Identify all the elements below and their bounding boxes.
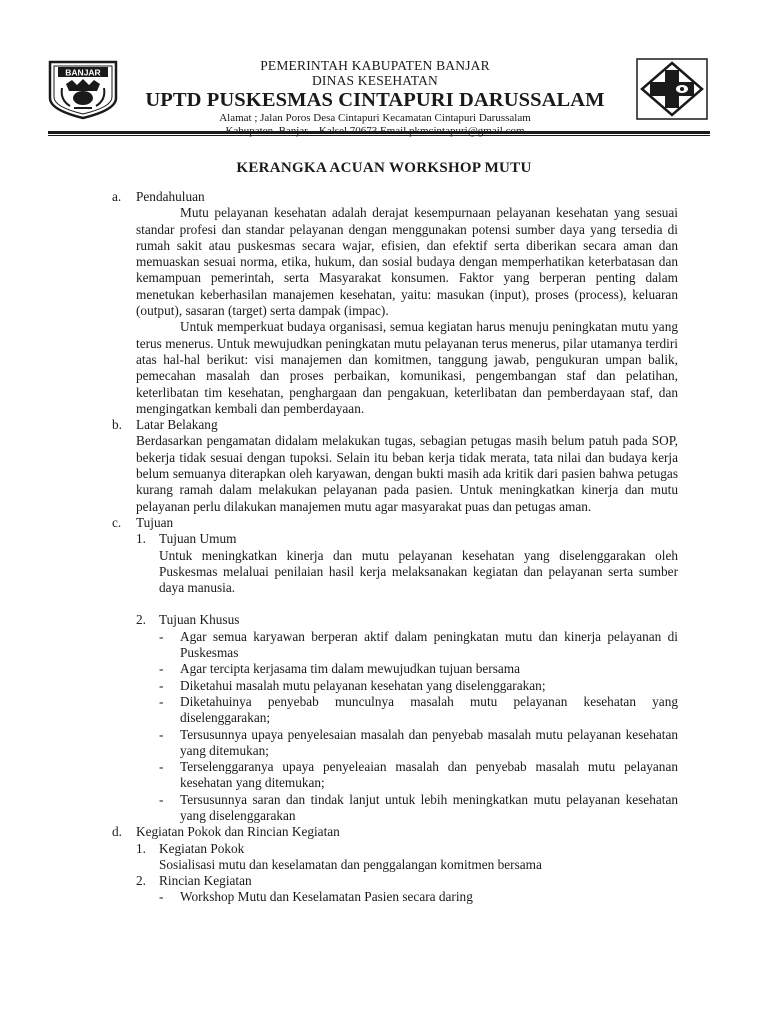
subsection-marker: 2. — [136, 873, 146, 889]
section-marker: a. — [112, 189, 122, 204]
section-heading: Latar Belakang — [136, 417, 218, 433]
banjar-regency-emblem-icon — [46, 58, 120, 120]
paragraph: Untuk memperkuat budaya organisasi, semua kegiatan harus menuju peningkatan mutu yang terus menerus. Untuk mewujudkan peningkatan mutu pelayanan terus menerus, pilar utamanya terdiri atas hal-hal berikut: visi manajemen dan komitmen, tanggung jawab, pengukuran umpan balik, pemecahan masalah dan proses perbaikan, komunikasi, pengembangan staf dan pelatihan, keterlibatan tim kesehatan, penghargaan dan pengakuan, keterlibatan dan pemberdayaan staf, dan mengingatkan kembali dan pemberdayaan. — [136, 319, 678, 416]
subsection-kegiatan-pokok — [112, 841, 678, 874]
list-item: - Terselenggaranya upaya penyeleaian masalah dan penyebab masalah mutu pelayanan kesehatan yang ditemukan; — [180, 759, 678, 792]
subsection-tujuan-khusus — [112, 612, 678, 628]
section-pendahuluan — [112, 189, 678, 417]
paragraph: Untuk meningkatkan kinerja dan mutu pelayanan kesehatan yang diselenggarakan oleh Puskesmas melaluai penilaian hasil kerja melaksanakan kegiatan dan pelayanan serta sumber daya manusia. — [159, 547, 678, 596]
letterhead-rule-thin — [48, 135, 710, 136]
section-latar-belakang — [112, 417, 678, 515]
address-line-1: Alamat ; Jalan Poros Desa Cintapuri Kecamatan Cintapuri Darussalam — [219, 112, 531, 124]
list-item: - Workshop Mutu dan Keselamatan Pasien secara daring — [180, 889, 678, 905]
subsection-marker: 1. — [136, 531, 146, 547]
section-heading: Pendahuluan — [136, 189, 205, 204]
subsection-heading: Tujuan Umum — [159, 531, 237, 547]
letterhead — [0, 0, 768, 150]
subsection-heading: Tujuan Khusus — [159, 612, 240, 628]
paragraph: Sosialisasi mutu dan keselamatan dan penggalangan komitmen bersama — [159, 856, 542, 872]
letterhead-text — [130, 58, 620, 138]
svg-text:BANJAR: BANJAR — [65, 67, 101, 78]
spacer — [112, 596, 678, 612]
letterhead-rule-thick — [48, 131, 710, 134]
rincian-kegiatan-list — [112, 889, 678, 905]
subsection-heading: Rincian Kegiatan — [159, 873, 252, 889]
section-marker: b. — [112, 417, 122, 433]
document-body — [112, 189, 678, 906]
list-item: - Diketahuinya penyebab munculnya masalah mutu pelayanan kesehatan yang diselenggarakan; — [180, 694, 678, 727]
subsection-marker: 1. — [136, 840, 146, 856]
subsection-rincian-kegiatan — [112, 873, 678, 889]
tujuan-khusus-list — [112, 629, 678, 825]
puskesmas-cross-logo-icon — [636, 58, 708, 120]
list-item: - Agar semua karyawan berperan aktif dalam peningkatan mutu dan kinerja pelayanan di Puskesmas — [180, 629, 678, 662]
paragraph: Berdasarkan pengamatan didalam melakukan tugas, sebagian petugas masih belum patuh pada SOP, bekerja tidak sesuai dengan tupoksi. Selain itu beban kerja tidak merata, tata nilai dan budaya kerja belum semuanya diterapkan oleh karyawan, dengan bukti masih ada kritik dari pasien bahwa petugas kurang ramah dalam melakukan pelayanan pada pasien. Untuk meningkatkan kinerja dan mutu pelayanan perlu dilakukan manajemen mutu agar masyarakat puas dan petugas aman. — [136, 433, 678, 514]
list-item: - Diketahui masalah mutu pelayanan kesehatan yang diselenggarakan; — [180, 678, 678, 694]
section-tujuan — [112, 515, 678, 531]
section-heading: Kegiatan Pokok dan Rincian Kegiatan — [136, 824, 340, 840]
section-marker: c. — [112, 514, 122, 530]
government-name: PEMERINTAH KABUPATEN BANJAR — [260, 58, 490, 73]
section-heading: Tujuan — [136, 514, 174, 530]
section-kegiatan — [112, 824, 678, 840]
subsection-marker: 2. — [136, 612, 146, 628]
paragraph: Mutu pelayanan kesehatan adalah derajat kesempurnaan pelayanan kesehatan yang sesuai standar profesi dan standar pelayanan dengan menggunakan potensi sumber daya yang tersedia di rumah sakit atau puskesmas secara wajar, efisien, dan efektif serta diberikan secara aman dan memuaskan sesuai norma, etika, hukum, dan sosial budaya dengan memperhatikan keterbatasan dan kemampuan pemerintah, serta Masyarakat konsumen. Faktor yang berperan penting dalam menetukan keberhasilan manajemen kesehatan, yaitu: masukan (input), proses (process), keluaran (output), sasaran (target) serta dampak (impac). — [136, 205, 678, 319]
document-title: KERANGKA ACUAN WORKSHOP MUTU — [236, 160, 532, 176]
department-name: DINAS KESEHATAN — [311, 73, 439, 88]
list-item: - Tersusunnya upaya penyelesaian masalah dan penyebab masalah mutu pelayanan kesehatan yang ditemukan; — [180, 727, 678, 760]
subsection-tujuan-umum — [112, 531, 678, 596]
subsection-heading: Kegiatan Pokok — [159, 840, 245, 856]
list-item: - Tersusunnya saran dan tindak lanjut untuk lebih meningkatkan mutu pelayanan kesehatan yang diselenggarakan — [180, 792, 678, 825]
institution-name: UPTD PUSKESMAS CINTAPURI DARUSSALAM — [145, 89, 605, 111]
list-item: - Agar tercipta kerjasama tim dalam mewujudkan tujuan bersama — [180, 661, 678, 677]
section-marker: d. — [112, 824, 122, 840]
